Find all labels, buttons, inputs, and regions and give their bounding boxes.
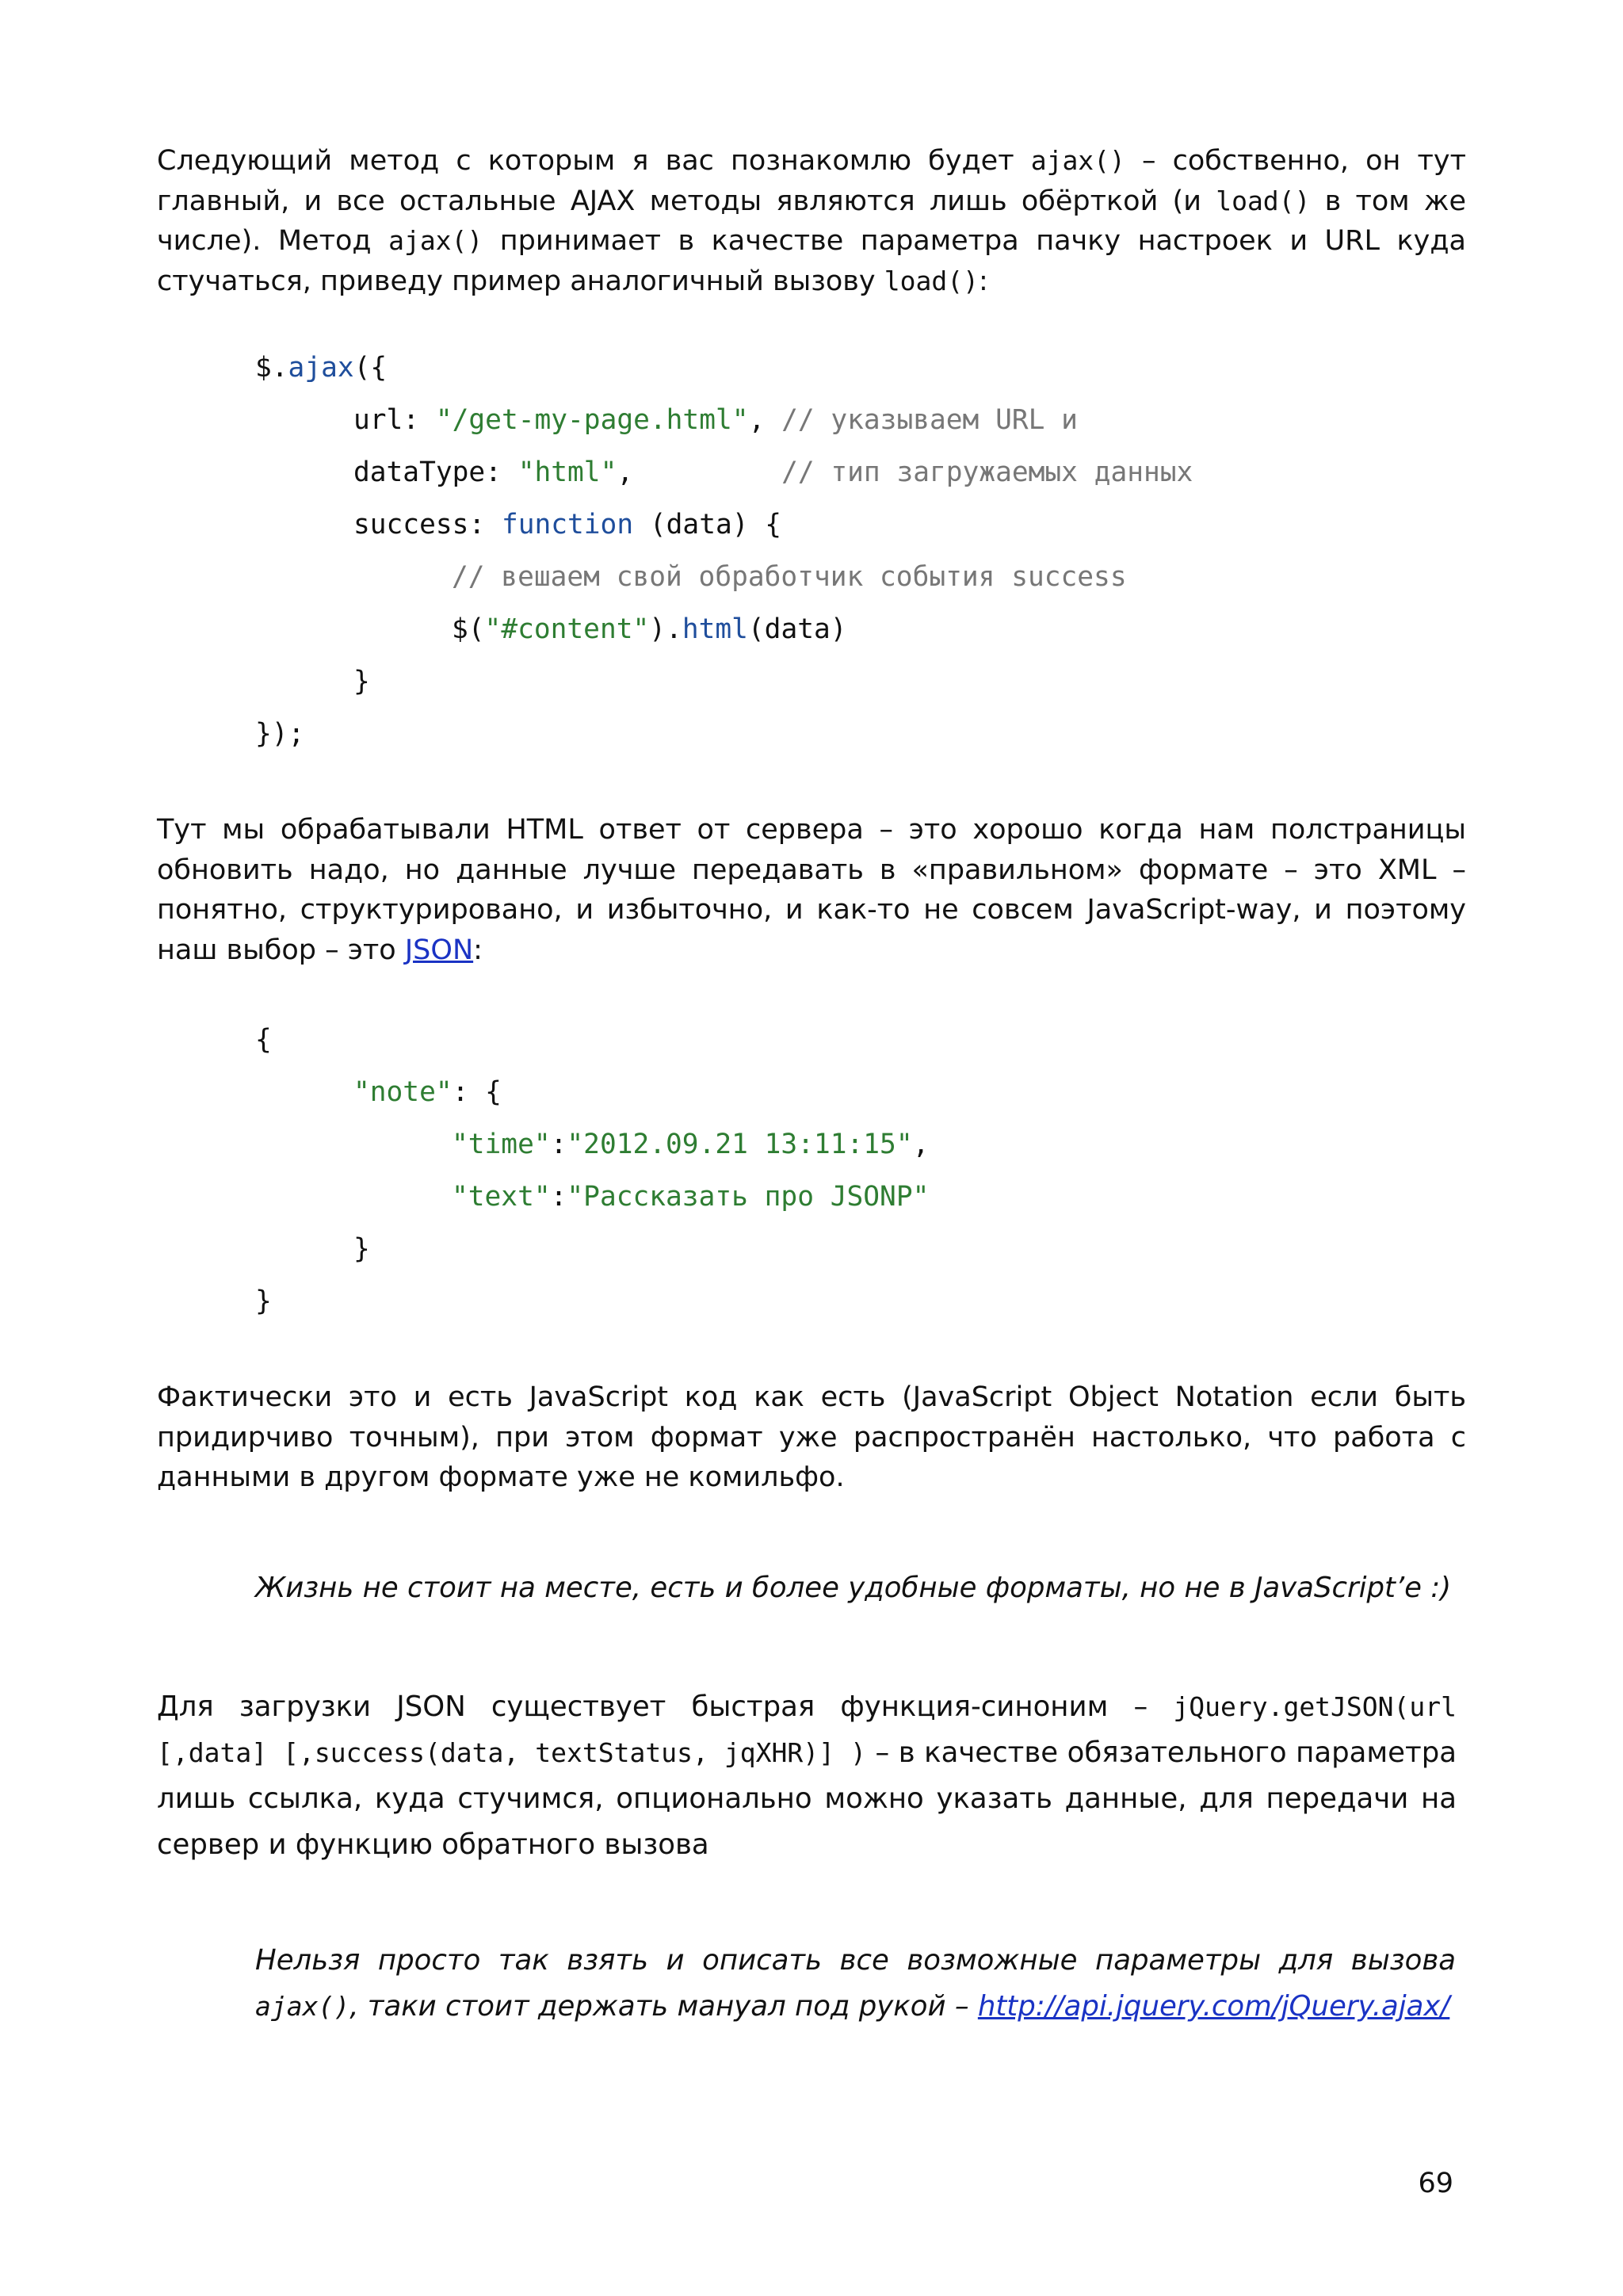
jquery-ajax-docs-link[interactable]: http://api.jquery.com/jQuery.ajax/ (977, 1990, 1450, 2023)
paragraph-json-notation: Фактически это и есть JavaScript код как есть (JavaScript Object Notation если быть придирчиво точным), при этом формат уже распространён настолько, что работа с данными в другом формате уже не комильфо. (157, 1381, 1466, 1493)
code-line (353, 664, 370, 699)
code-line (255, 1022, 272, 1057)
code-line (353, 1075, 502, 1110)
code-line (452, 612, 847, 647)
code-line (353, 403, 1078, 437)
inline-code: load() (1216, 185, 1311, 216)
code-line (452, 560, 1127, 594)
code-line (452, 1127, 929, 1162)
code-line (255, 1284, 272, 1319)
code-block-json (255, 1022, 930, 1317)
code-token: , (912, 1129, 930, 1160)
code-line (255, 350, 387, 385)
paragraph-json-choice (157, 810, 1466, 970)
text: Для загрузки JSON существует быстрая функция-синоним – (157, 1690, 1174, 1723)
code-token: (data) (747, 613, 847, 645)
paragraph-getjson (157, 1684, 1457, 1868)
text: – собственно, он тут главный, и все остальные AJAX методы являются лишь обёрткой (и (157, 145, 1466, 217)
code-token: $. (255, 352, 288, 384)
code-token: "html" (517, 457, 617, 488)
code-token: : (550, 1129, 567, 1160)
text: – в качестве обязательного параметра лишь ссылка, куда стучимся, опционально можно указать данные, для передачи на сервер и функцию обратного вызова (157, 1736, 1457, 1861)
text: принимает в качестве параметра пачку настроек и URL куда стучаться, приведу пример аналогичный вызову (157, 225, 1466, 297)
code-comment: // вешаем свой обработчик события success (452, 561, 1127, 593)
code-token: , (748, 404, 782, 436)
code-line (353, 455, 1193, 490)
code-token: "Рассказать про JSONP" (567, 1181, 930, 1213)
text: в том же числе). Метод (157, 185, 1466, 257)
inline-code: ajax() (1030, 145, 1125, 176)
code-token: (data) { (633, 509, 782, 541)
code-token: function (501, 509, 634, 541)
code-token: "text" (452, 1181, 551, 1213)
code-token: } (353, 666, 370, 697)
inline-code: load() (884, 265, 979, 296)
code-token: : (550, 1181, 567, 1213)
text: : (978, 265, 988, 297)
code-line (255, 716, 304, 751)
code-token: } (353, 1233, 370, 1265)
code-comment: // указываем URL и (781, 404, 1078, 436)
code-token: $( (452, 613, 485, 645)
code-token: "2012.09.21 13:11:15" (567, 1129, 913, 1160)
code-token: success: (353, 509, 502, 541)
code-token: "note" (353, 1076, 453, 1108)
code-token: "time" (452, 1129, 551, 1160)
text: Тут мы обрабатывали HTML ответ от сервера – это хорошо когда нам полстраницы обновить надо, но данные лучше передавать в «правильном» формате – это XML – понятно, структурировано, и избыточно, и как-то не совсем JavaScript-way, и поэтому наш выбор – это (157, 814, 1466, 966)
code-token: "#content" (484, 613, 650, 645)
paragraph-ajax-intro (157, 141, 1466, 301)
code-comment: // тип загружаемых данных (781, 457, 1193, 488)
code-token: ). (649, 613, 682, 645)
code-token: url: (353, 404, 436, 436)
code-token: "/get-my-page.html" (435, 404, 749, 436)
code-line (353, 507, 781, 542)
code-token: : { (452, 1076, 502, 1108)
page-number: 69 (1418, 2168, 1453, 2199)
code-token: } (255, 1286, 272, 1317)
json-link[interactable]: JSON (404, 934, 474, 966)
code-line (353, 1232, 370, 1266)
quote-ajax-manual (255, 1938, 1456, 2030)
code-token: ajax (288, 352, 354, 384)
inline-code: ajax() (388, 225, 483, 256)
code-token: dataType: (353, 457, 518, 488)
inline-code: jQuery.getJSON(url [,data] [,success(data, textStatus, jqXHR)] ) (157, 1691, 1457, 1768)
text: , таки стоит держать мануал под рукой – (349, 1990, 978, 2023)
code-block-ajax (255, 350, 1193, 750)
code-token: }); (255, 718, 305, 750)
code-token: ({ (353, 352, 388, 384)
inline-code: ajax() (255, 1991, 350, 2022)
quote-javascript-formats: Жизнь не стоит на месте, есть и более удобные форматы, но не в JavaScript’e :) (255, 1572, 1452, 1604)
text: Следующий метод с которым я вас познакомлю будет (157, 145, 1031, 177)
code-token: , (617, 457, 782, 488)
code-line (452, 1179, 929, 1214)
code-token: html (682, 613, 748, 645)
text: : (473, 934, 483, 966)
text: Нельзя просто так взять и описать все возможные параметры для вызова (255, 1944, 1456, 1977)
code-token: { (255, 1024, 272, 1056)
